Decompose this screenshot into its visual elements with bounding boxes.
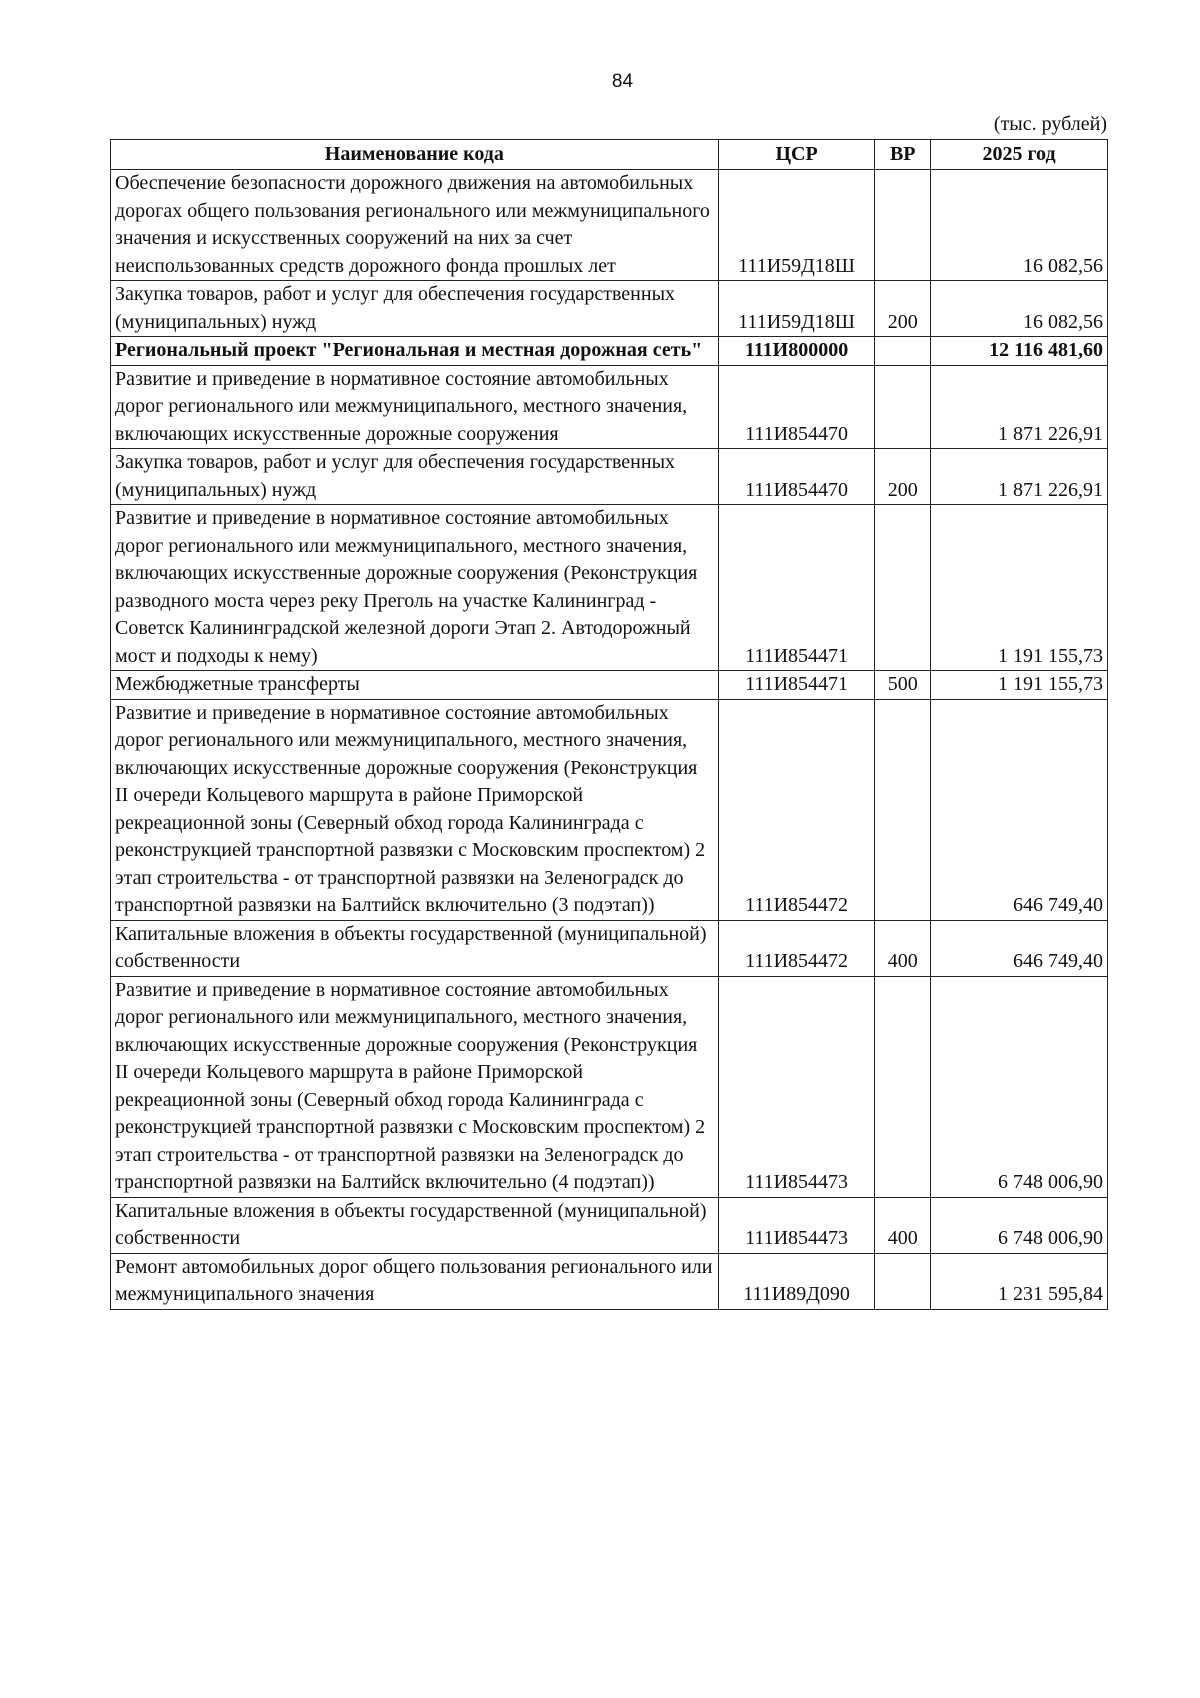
table-header-row [111,140,1108,170]
row-csr: 111И854473 [718,976,875,1197]
table-row [111,920,1108,976]
table-row [111,365,1108,449]
row-sum: 6 748 006,90 [931,1197,1108,1253]
table-row [111,281,1108,337]
row-name: Развитие и приведение в нормативное состояние автомобильных дорог регионального или межмуниципального, местного значения, включающих искусственные дорожные сооружения (Реконструкция II очереди Кольцевого маршрута в районе Приморской рекреационной зоны (Северный обход города Калининграда с реконструкцией транспортной развязки с Московским проспектом) 2 этап строительства - от транспортной развязки на Зеленоградск до транспортной развязки на Балтийск включительно (3 подэтап)) [111,699,719,920]
row-sum: 1 871 226,91 [931,449,1108,505]
row-sum: 1 231 595,84 [931,1253,1108,1309]
row-csr: 111И854472 [718,920,875,976]
row-csr: 111И59Д18Ш [718,170,875,281]
row-csr: 111И854473 [718,1197,875,1253]
page-number: 84 [611,71,634,92]
row-sum: 6 748 006,90 [931,976,1108,1197]
row-csr: 111И59Д18Ш [718,281,875,337]
row-vr: 200 [875,449,931,505]
table-row-project [111,337,1108,366]
row-name: Ремонт автомобильных дорог общего пользования регионального или межмуниципального значения [111,1253,719,1309]
row-vr [875,365,931,449]
row-name: Капитальные вложения в объекты государственной (муниципальной) собственности [111,920,719,976]
row-name: Развитие и приведение в нормативное состояние автомобильных дорог регионального или межмуниципального, местного значения, включающих искусственные дорожные сооружения [111,365,719,449]
table-row [111,1197,1108,1253]
row-name: Межбюджетные трансферты [111,671,719,700]
row-csr: 111И854472 [718,699,875,920]
row-name: Развитие и приведение в нормативное состояние автомобильных дорог регионального или межмуниципального, местного значения, включающих искусственные дорожные сооружения (Реконструкция разводного моста через реку Преголь на участке Калининград - Советск Калининградской железной дороги Этап 2. Автодорожный мост и подходы к нему) [111,505,719,671]
row-name: Закупка товаров, работ и услуг для обеспечения государственных (муниципальных) нужд [111,281,719,337]
row-vr: 500 [875,671,931,700]
row-sum: 12 116 481,60 [931,337,1108,366]
row-vr [875,1253,931,1309]
table-row [111,1253,1108,1309]
row-sum: 1 191 155,73 [931,505,1108,671]
row-sum: 1 191 155,73 [931,671,1108,700]
table-row [111,505,1108,671]
header-sum: 2025 год [931,140,1108,170]
row-vr [875,170,931,281]
row-sum: 646 749,40 [931,920,1108,976]
row-vr [875,337,931,366]
row-sum: 16 082,56 [931,170,1108,281]
table-row [111,170,1108,281]
table-row [111,699,1108,920]
row-vr: 400 [875,1197,931,1253]
header-csr: ЦСР [718,140,875,170]
row-sum: 1 871 226,91 [931,365,1108,449]
row-vr [875,699,931,920]
row-csr: 111И854471 [718,505,875,671]
row-vr [875,976,931,1197]
row-csr: 111И800000 [718,337,875,366]
row-vr: 200 [875,281,931,337]
table-row [111,976,1108,1197]
table-row [111,449,1108,505]
row-name: Развитие и приведение в нормативное состояние автомобильных дорог регионального или межмуниципального, местного значения, включающих искусственные дорожные сооружения (Реконструкция II очереди Кольцевого маршрута в районе Приморской рекреационной зоны (Северный обход города Калининграда с реконструкцией транспортной развязки с Московским проспектом) 2 этап строительства - от транспортной развязки на Зеленоградск до транспортной развязки на Балтийск включительно (4 подэтап)) [111,976,719,1197]
header-vr: ВР [875,140,931,170]
row-name: Региональный проект "Региональная и местная дорожная сеть" [111,337,719,366]
header-name: Наименование кода [111,140,719,170]
row-vr [875,505,931,671]
row-sum: 646 749,40 [931,699,1108,920]
row-name: Закупка товаров, работ и услуг для обеспечения государственных (муниципальных) нужд [111,449,719,505]
row-sum: 16 082,56 [931,281,1108,337]
budget-table [110,139,1108,1310]
row-name: Капитальные вложения в объекты государственной (муниципальной) собственности [111,1197,719,1253]
row-vr: 400 [875,920,931,976]
row-csr: 111И854470 [718,365,875,449]
row-csr: 111И854471 [718,671,875,700]
row-name: Обеспечение безопасности дорожного движения на автомобильных дорогах общего пользования регионального или межмуниципального значения и искусственных сооружений на них за счет неиспользованных средств дорожного фонда прошлых лет [111,170,719,281]
row-csr: 111И89Д090 [718,1253,875,1309]
row-csr: 111И854470 [718,449,875,505]
table-row [111,671,1108,700]
units-label: (тыс. рублей) [993,113,1107,135]
